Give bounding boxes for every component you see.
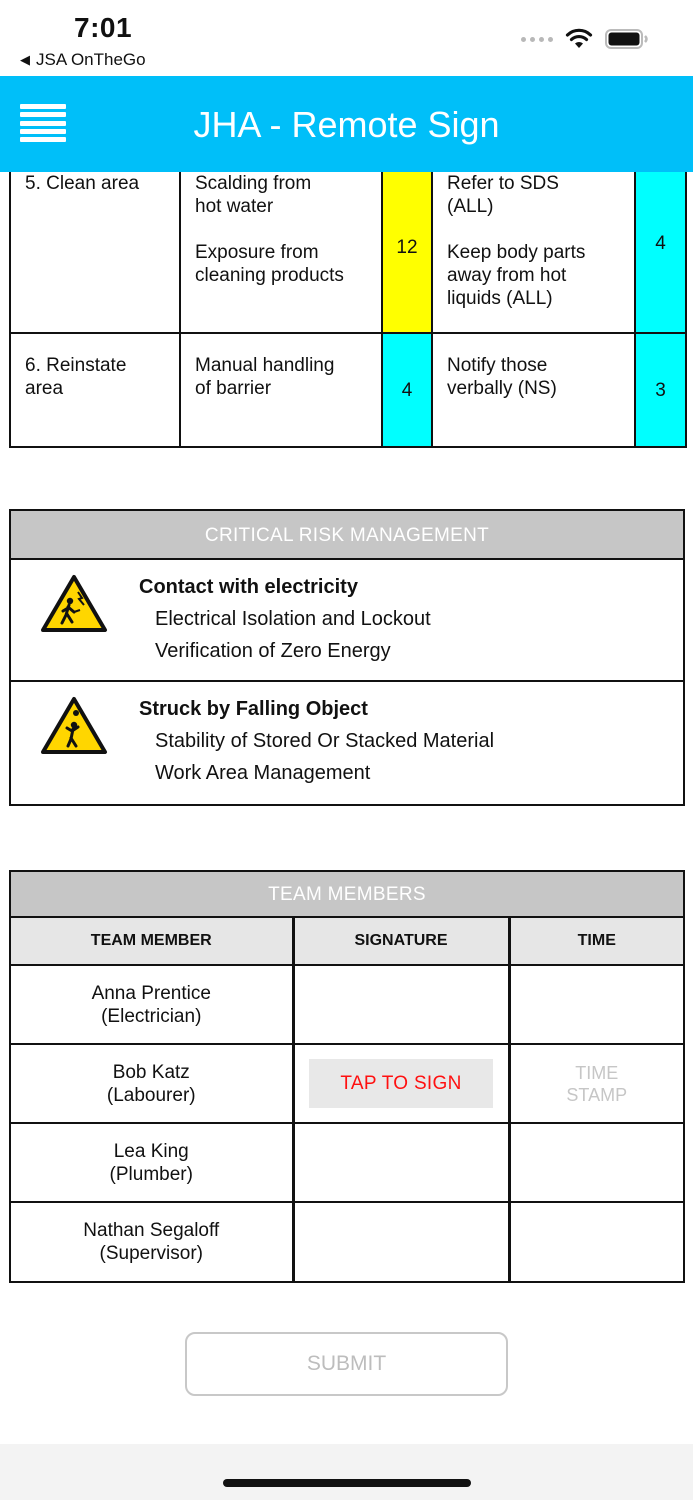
signature-cell [293,965,509,1044]
home-indicator[interactable] [223,1479,471,1487]
submit-button[interactable]: SUBMIT [185,1332,508,1396]
initial-risk-score: 12 [382,161,432,333]
critical-risk-section [9,509,685,806]
critical-risk-control: Work Area Management [155,762,371,784]
critical-risk-item [11,682,683,804]
back-app-label: JSA OnTheGo [36,50,146,69]
time-cell [509,1123,683,1202]
member-name: Anna Prentice [91,982,211,1004]
member-cell [11,1044,293,1123]
job-step: 5. Clean area [10,161,180,333]
table-row [11,1123,683,1202]
critical-risk-title: Struck by Falling Object [139,698,368,720]
member-role: (Supervisor) [99,1243,203,1264]
critical-risk-title: Contact with electricity [139,576,358,598]
hazard-row [10,161,686,333]
back-arrow-icon: ◀ [20,52,30,67]
hazard-row [10,333,686,447]
critical-risk-header: CRITICAL RISK MANAGEMENT [11,511,683,560]
initial-risk-score: 4 [382,333,432,447]
critical-risk-control: Verification of Zero Energy [155,640,391,662]
controls-cell: Refer to SDS (ALL) Keep body parts away from hot liquids (ALL) [432,161,635,333]
team-members-header: TEAM MEMBERS [11,872,683,918]
critical-risk-control: Electrical Isolation and Lockout [155,608,431,630]
table-row [11,1044,683,1123]
hazards-cell: Manual handling of barrier [180,333,382,447]
team-members-table [11,918,683,1281]
time-cell [509,1202,683,1281]
time-cell [509,1044,683,1123]
member-cell [11,1123,293,1202]
member-role: (Labourer) [106,1084,196,1106]
page-title: JHA - Remote Sign [193,104,500,145]
wifi-icon [565,28,593,50]
signature-cell [293,1044,509,1123]
status-bar [0,0,693,76]
critical-risk-control: Stability of Stored Or Stacked Material [155,730,495,752]
battery-icon [605,28,649,50]
time-cell [509,965,683,1044]
signature-cell [293,1123,509,1202]
table-header-row [11,918,683,965]
signal-dots-icon [521,37,553,42]
member-cell [11,1202,293,1281]
table-row [11,965,683,1044]
team-members-section [9,870,685,1283]
member-cell [11,965,293,1044]
controls-cell: Notify those verbally (NS) [432,333,635,447]
column-header-time: TIME [509,918,683,965]
table-row [11,1202,683,1281]
bottom-safe-area [0,1444,693,1500]
job-step: 6. Reinstate area [10,333,180,447]
critical-risk-item [11,560,683,682]
status-indicators [521,28,649,50]
member-role: (Plumber) [109,1163,193,1185]
column-header-signature: SIGNATURE [293,918,509,965]
back-to-app-link[interactable] [20,50,146,70]
time-stamp-placeholder: TIME STAMP [566,1062,628,1105]
residual-risk-score: 4 [635,161,686,333]
tap-to-sign-button[interactable]: TAP TO SIGN [309,1059,493,1108]
member-name: Bob Katz [112,1061,190,1083]
nav-bar [0,76,693,172]
status-time: 7:01 [74,12,133,43]
residual-risk-score: 3 [635,333,686,447]
falling-object-warning-icon [40,696,108,756]
electric-shock-warning-icon [40,574,108,634]
column-header-member: TEAM MEMBER [11,918,293,965]
hazards-cell: Scalding from hot water Exposure from cleaning products [180,161,382,333]
member-name: Nathan Segaloff [83,1220,220,1241]
signature-cell [293,1202,509,1281]
member-name: Lea King [113,1140,189,1162]
hazard-table [9,160,687,448]
member-role: (Electrician) [101,1005,202,1027]
